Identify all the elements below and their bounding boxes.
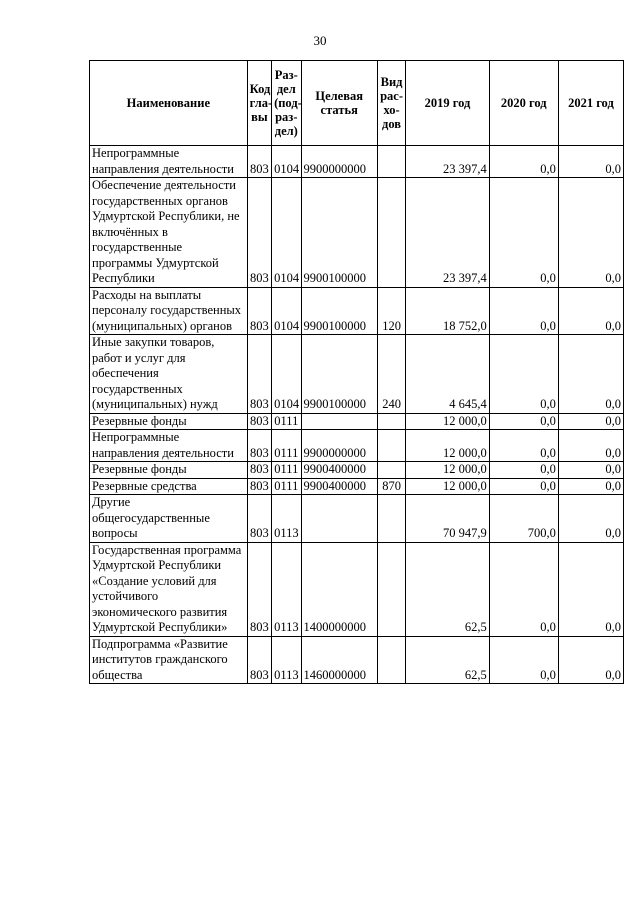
header-2021: 2021 год: [558, 61, 623, 146]
page-number: 30: [313, 33, 327, 48]
row-2021: 0,0: [558, 413, 623, 430]
row-2021: 0,0: [558, 146, 623, 178]
table-row: [90, 287, 624, 335]
row-code: 803: [247, 462, 271, 479]
row-2020: 700,0: [489, 495, 558, 543]
row-target: 9900100000: [301, 335, 377, 414]
row-name: Подпрограмма «Развитие институтов гражданского общества: [90, 636, 248, 684]
row-name: Обеспечение деятельности государственных органов Удмуртской Республики, не включённых в государственные программы Удмуртской Республики: [90, 178, 248, 288]
row-2020: 0,0: [489, 178, 558, 288]
row-2021: 0,0: [558, 430, 623, 462]
row-section: 0111: [272, 430, 301, 462]
row-exp-type: 120: [377, 287, 405, 335]
row-name: Непрограммные направления деятельности: [90, 430, 248, 462]
row-name: Резервные средства: [90, 478, 248, 495]
table-row: [90, 478, 624, 495]
row-code: 803: [247, 413, 271, 430]
row-exp-type: [377, 413, 405, 430]
row-2019: 62,5: [406, 542, 489, 636]
row-2020: 0,0: [489, 542, 558, 636]
row-target: 1400000000: [301, 542, 377, 636]
row-name: Расходы на выплаты персоналу государственных (муниципальных) органов: [90, 287, 248, 335]
row-2020: 0,0: [489, 335, 558, 414]
row-2021: 0,0: [558, 462, 623, 479]
table-header-row: [90, 61, 624, 146]
table-row: [90, 462, 624, 479]
row-2020: 0,0: [489, 146, 558, 178]
row-2020: 0,0: [489, 478, 558, 495]
row-section: 0104: [272, 146, 301, 178]
header-target: Целевая статья: [301, 61, 377, 146]
row-section: 0104: [272, 178, 301, 288]
row-name: Резервные фонды: [90, 413, 248, 430]
row-code: 803: [247, 287, 271, 335]
row-exp-type: [377, 178, 405, 288]
row-exp-type: [377, 542, 405, 636]
row-code: 803: [247, 178, 271, 288]
row-2020: 0,0: [489, 413, 558, 430]
row-2019: 12 000,0: [406, 462, 489, 479]
row-2021: 0,0: [558, 335, 623, 414]
row-target: 1460000000: [301, 636, 377, 684]
row-2021: 0,0: [558, 495, 623, 543]
header-code: Код гла- вы: [247, 61, 271, 146]
row-2019: 23 397,4: [406, 178, 489, 288]
row-section: 0113: [272, 542, 301, 636]
row-code: 803: [247, 495, 271, 543]
row-target: 9900000000: [301, 430, 377, 462]
table-row: [90, 335, 624, 414]
row-target: 9900400000: [301, 478, 377, 495]
row-2021: 0,0: [558, 636, 623, 684]
row-section: 0104: [272, 335, 301, 414]
row-exp-type: 240: [377, 335, 405, 414]
row-exp-type: [377, 430, 405, 462]
row-name: Непрограммные направления деятельности: [90, 146, 248, 178]
row-name: Другие общегосударственные вопросы: [90, 495, 248, 543]
row-2020: 0,0: [489, 430, 558, 462]
row-exp-type: [377, 636, 405, 684]
row-2021: 0,0: [558, 178, 623, 288]
row-section: 0111: [272, 478, 301, 495]
row-2020: 0,0: [489, 636, 558, 684]
row-exp-type: [377, 462, 405, 479]
row-2019: 18 752,0: [406, 287, 489, 335]
table-row: [90, 495, 624, 543]
row-name: Резервные фонды: [90, 462, 248, 479]
table-row: [90, 178, 624, 288]
row-2021: 0,0: [558, 287, 623, 335]
row-2019: 12 000,0: [406, 478, 489, 495]
header-2019: 2019 год: [406, 61, 489, 146]
table-row: [90, 430, 624, 462]
table-row: [90, 542, 624, 636]
row-target: 9900100000: [301, 178, 377, 288]
row-exp-type: [377, 146, 405, 178]
row-2021: 0,0: [558, 542, 623, 636]
row-section: 0104: [272, 287, 301, 335]
row-2019: 12 000,0: [406, 413, 489, 430]
header-name: Наименование: [90, 61, 248, 146]
row-2019: 4 645,4: [406, 335, 489, 414]
row-code: 803: [247, 542, 271, 636]
row-target: [301, 495, 377, 543]
row-2019: 12 000,0: [406, 430, 489, 462]
row-target: 9900400000: [301, 462, 377, 479]
table-row: [90, 636, 624, 684]
row-2020: 0,0: [489, 287, 558, 335]
table-row: [90, 413, 624, 430]
row-2021: 0,0: [558, 478, 623, 495]
row-target: 9900000000: [301, 146, 377, 178]
header-section: Раз- дел (под- раз- дел): [272, 61, 301, 146]
row-code: 803: [247, 335, 271, 414]
row-2019: 23 397,4: [406, 146, 489, 178]
row-section: 0113: [272, 495, 301, 543]
row-2020: 0,0: [489, 462, 558, 479]
row-name: Государственная программа Удмуртской Республики «Создание условий для устойчивого экономического развития Удмуртской Республики»: [90, 542, 248, 636]
row-name: Иные закупки товаров, работ и услуг для обеспечения государственных (муниципальных) нужд: [90, 335, 248, 414]
row-section: 0113: [272, 636, 301, 684]
header-exp-type: Вид рас- хо- дов: [377, 61, 405, 146]
row-code: 803: [247, 478, 271, 495]
row-2019: 62,5: [406, 636, 489, 684]
row-code: 803: [247, 146, 271, 178]
table-row: [90, 146, 624, 178]
row-code: 803: [247, 636, 271, 684]
row-exp-type: 870: [377, 478, 405, 495]
row-target: [301, 413, 377, 430]
budget-table: [89, 60, 624, 684]
row-exp-type: [377, 495, 405, 543]
row-section: 0111: [272, 462, 301, 479]
header-2020: 2020 год: [489, 61, 558, 146]
row-section: 0111: [272, 413, 301, 430]
row-2019: 70 947,9: [406, 495, 489, 543]
row-code: 803: [247, 430, 271, 462]
row-target: 9900100000: [301, 287, 377, 335]
